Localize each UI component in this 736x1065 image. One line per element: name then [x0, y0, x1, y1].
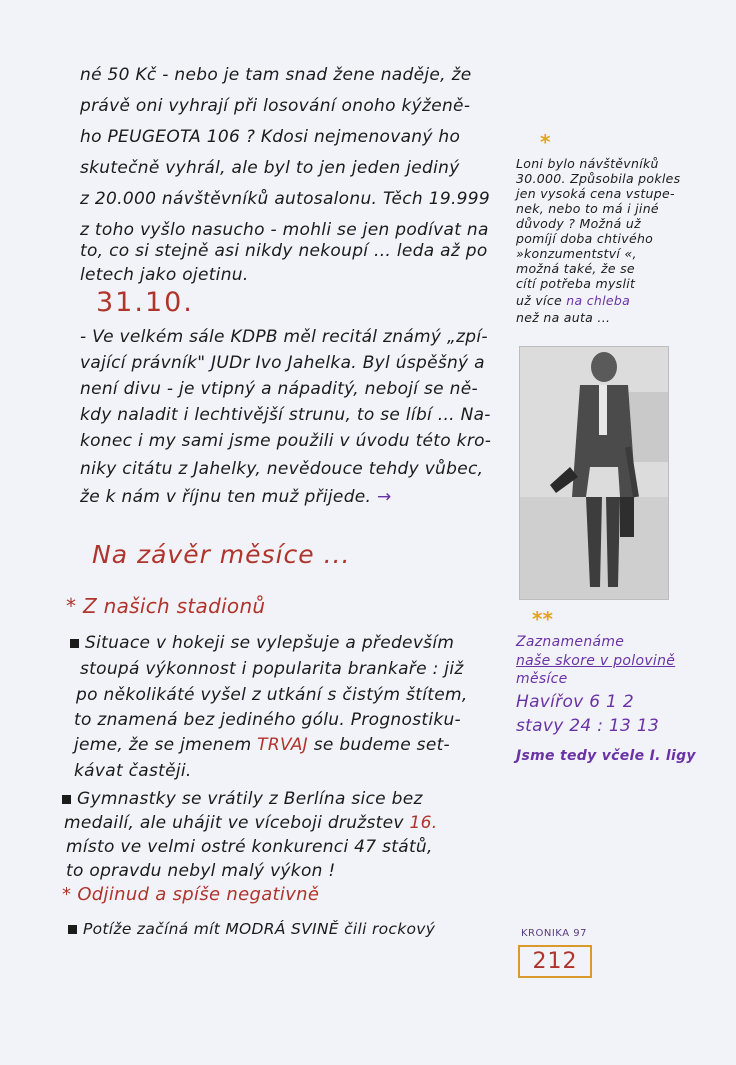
text-line: né 50 Kč - nebo je tam snad žene naděje, že: [80, 65, 472, 85]
text-line: důvody ? Možná už: [516, 216, 641, 231]
text-line: místo ve velmi ostré konkurenci 47 států,: [66, 837, 433, 857]
chronicle-label: KRONIKA 97: [521, 928, 587, 939]
text-line: - Ve velkém sále KDPB měl recitál známý „zpí-: [80, 327, 488, 347]
text-line: po několikáté vyšel z utkání s čistým štítem,: [76, 685, 468, 705]
score-row: stavy 24 : 13 13: [516, 716, 660, 736]
text-line: nek, nebo to má i jiné: [516, 201, 659, 216]
text-line: měsíce: [516, 671, 568, 687]
text-line: to, co si stejně asi nikdy nekoupí ... leda až po: [80, 241, 488, 261]
text-line: z 20.000 návštěvníků autosalonu. Těch 19.999: [80, 189, 490, 209]
text-line: konec i my sami jsme použili v úvodu této kro-: [80, 431, 492, 451]
text-line: [74, 734, 450, 756]
star-icon: *: [540, 130, 551, 154]
score-row: Havířov 6 1 2: [516, 692, 634, 712]
text-span: Potíže začíná mít MODRÁ SVINĚ čili rockový: [83, 920, 436, 938]
text-line: [64, 812, 437, 834]
page-number: 212: [518, 945, 592, 978]
text-line: kávat častěji.: [74, 761, 192, 781]
text-span: se budeme set-: [313, 735, 450, 755]
text-line: letech jako ojetinu.: [80, 265, 249, 285]
arrow-icon: →: [376, 487, 392, 507]
text-line: to opravdu nebyl malý výkon !: [66, 861, 336, 881]
text-line: [62, 788, 423, 810]
text-line: 30.000. Způsobila pokles: [516, 171, 681, 186]
text-span: medailí, ale uhájit ve víceboji družstev: [64, 813, 404, 833]
text-line: možná také, že se: [516, 261, 635, 276]
text-line: pomíjí doba chtivého: [516, 231, 654, 246]
text-line: »konzumentství «,: [516, 246, 637, 261]
text-line: není divu - je vtipný a nápaditý, nebojí se ně-: [80, 379, 478, 399]
text-line: naše skore v polovině: [516, 653, 676, 669]
bullet-icon: [68, 925, 77, 934]
text-line: [68, 918, 435, 940]
text-line: kdy naladit i lechtivější strunu, to se líbí ... Na-: [80, 405, 491, 425]
stadiums-heading: * Z našich stadionů: [66, 594, 266, 618]
text-span: jeme, že se jmenem: [74, 735, 252, 755]
text-line: to znamená bez jediného gólu. Prognostiku-: [74, 710, 461, 730]
text-line: niky citátu z Jahelky, nevědouce tehdy vůbec,: [80, 459, 484, 479]
text-line: stoupá výkonnost i popularita brankaře : již: [80, 659, 464, 679]
double-star-icon: **: [532, 607, 553, 631]
text-span: už více: [516, 293, 562, 308]
text-line: Zaznamenáme: [516, 634, 625, 650]
league-line: Jsme tedy včele I. ligy: [516, 748, 696, 764]
text-span: Gymnastky se vrátily z Berlína sice bez: [77, 789, 423, 809]
text-line: [80, 486, 392, 508]
photo-of-performer: [519, 346, 669, 600]
text-span: Situace v hokeji se vylepšuje a především: [85, 633, 455, 653]
text-line: jen vysoká cena vstupe-: [516, 186, 675, 201]
text-line: [516, 293, 630, 308]
text-line: skutečně vyhrál, ale byl to jen jeden jediný: [80, 158, 460, 178]
text-line: cítí potřeba myslit: [516, 276, 636, 291]
month-heading: Na závěr měsíce ...: [92, 540, 351, 569]
text-span: že k nám v říjnu ten muž přijede.: [80, 487, 372, 507]
text-line: z toho vyšlo nasucho - mohli se jen podívat na: [80, 220, 489, 240]
text-line: právě oni vyhrají při losování onoho kýženě-: [80, 96, 471, 116]
highlight-text: na chleba: [566, 293, 631, 308]
text-line: než na auta ...: [516, 310, 611, 325]
negative-heading: * Odjinud a spíše negativně: [62, 884, 320, 905]
text-line: ho PEUGEOTA 106 ? Kdosi nejmenovaný ho: [80, 127, 461, 147]
bullet-icon: [70, 639, 79, 648]
placement: 16.: [409, 813, 438, 833]
date-heading: 31.10.: [96, 287, 194, 318]
text-line: [70, 632, 454, 654]
text-line: vající právník" JUDr Ivo Jahelka. Byl úspěšný a: [80, 353, 485, 373]
text-line: Loni bylo návštěvníků: [516, 156, 659, 171]
bullet-icon: [62, 795, 71, 804]
goalkeeper-name: TRVAJ: [257, 735, 308, 755]
